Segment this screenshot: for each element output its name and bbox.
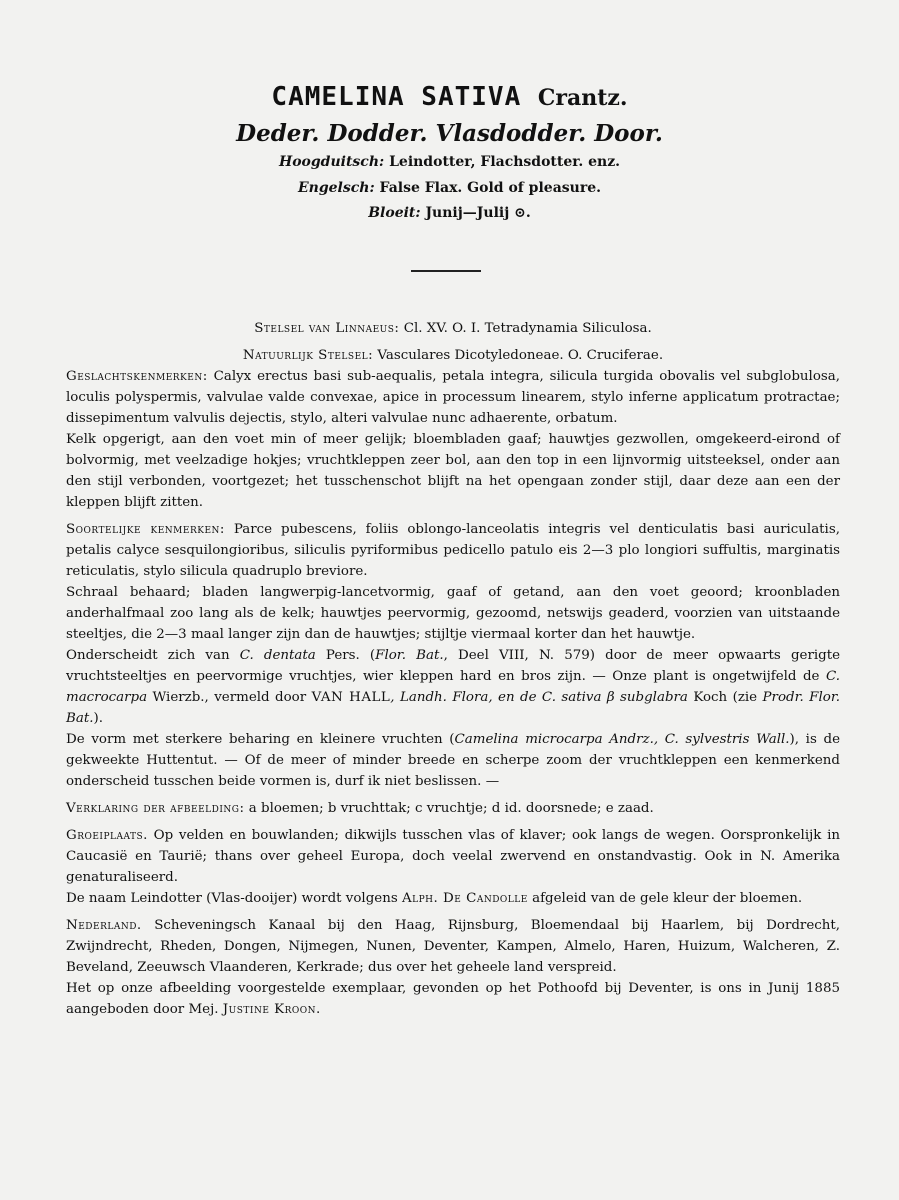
author-van-hall: VAN HALL [311,690,391,705]
form-text: ), is de gekweekte Huttentut. — Of de meer of minder breede en scherpe zoom der vruchtkleppen een kenmerkend onderscheid tusschen beide vormen is, durf ik niet beslissen. — [66,732,840,789]
form-paragraph [66,729,840,792]
species-name: CAMELINA SATIVA [271,82,522,112]
vernacular-names: Deder. Dodder. Vlasdodder. Door. [236,120,663,147]
figure-legend [66,798,840,819]
name-origin-text: afgeleid van de gele kleur der bloemen. [532,891,803,906]
distinction-text: ). [93,711,103,726]
habitat-label: Groeiplaats. [66,828,148,843]
donor-name: Justine Kroon. [222,1002,321,1017]
ref-prodr: Prodr. Flor. Bat. [66,690,841,726]
distinction-text: Wierzb., vermeld door [152,690,307,705]
species-latin: Parce pubescens, foliis oblongo-lanceolatis integris vel denticulatis basi auriculatis, petalis calyce sesquilongioribus, siliculis pyriformibus pedicello patulo eis 2—3 plo longiori suffultis, marginatis reticulatis, stylo silicula quadruplo breviore. [66,522,840,579]
ref-flor-bat: Flor. Bat. [375,648,444,663]
species-characters [66,519,840,582]
taxon-dentata: C. dentata [239,648,316,663]
name-origin-text: De naam Leindotter (Vlas-dooijer) wordt volgens [66,891,398,906]
english-label: Engelsch: [298,180,375,196]
distinction-paragraph [66,645,840,729]
english-names [0,180,899,196]
german-names [0,154,899,170]
netherlands-text: Scheveningsch Kanaal bij den Haag, Rijnsburg, Bloemendaal bij Haarlem, bij Dordrecht, Zwijndrecht, Rheden, Dongen, Nijmegen, Nunen, Deventer, Kampen, Almelo, Haren, Huizum, Walcheren, Z. Beveland, Zeeuwsch Vlaanderen, Kerkrade; dus over het geheele land verspreid. [66,918,841,975]
netherlands-label: Nederland. [66,918,142,933]
bloom-label: Bloeit: [368,205,421,221]
taxon-macrocarpa: C. macrocarpa [66,669,840,705]
natural-label: Natuurlijk Stelsel: [242,348,374,363]
distinction-text: Koch (zie [693,690,758,705]
habitat-text: Op velden en bouwlanden; dikwijls tusschen vlas of klaver; ook langs de wegen. Oorspronkelijk in Caucasië en Taurië; thans over geheel Europa, doch veelal zwervend en onstandvastig. Ook in N. Amerika genaturaliseerd. [66,828,840,885]
form-text: De vorm met sterkere beharing en kleinere vruchten ( [66,732,455,747]
figure-label: Verklaring der afbeelding: [66,801,245,816]
figure-text: a bloemen; b vruchttak; c vruchtje; d id. doorsnede; e zaad. [248,801,654,816]
netherlands-distribution [66,915,840,978]
species-label: Soortelijke kenmerken: [66,522,225,537]
divider-rule [411,270,481,272]
bloom-period [0,205,899,221]
species-author: Crantz. [537,85,628,111]
linnaeus-system [66,318,840,339]
distinction-text: Onderscheidt zich van [66,648,230,663]
genus-characters [66,366,840,429]
species-title [0,82,899,112]
german-label: Hoogduitsch: [278,154,385,170]
linnaeus-label: Stelsel van Linnaeus: [254,321,400,336]
german-text: Leindotter, Flachsdotter. enz. [389,154,621,170]
name-origin [66,888,840,909]
bloom-text: Junij—Julij ⊙. [425,205,531,221]
natural-text: Vasculares Dicotyledoneae. O. Cruciferae. [377,348,664,363]
distinction-text: Pers. ( [325,648,376,663]
ref-landh-flora: , Landh. Flora, en de C. sativa β subglabra [390,690,688,705]
taxon-microcarpa: Camelina microcarpa Andrz., C. sylvestris Wall. [454,732,790,747]
distinction-text: , Deel VIII, N. 579) door de meer opwaarts gerigte vruchtsteeltjes en peervormige vruchtjes, wier kleppen hard en bros zijn. — Onze plant is ongetwijfeld de [66,648,841,684]
genus-dutch: Kelk opgerigt, aan den voet min of meer gelijk; bloembladen gaaf; hauwtjes gezwollen, omgekeerd-eirond of bolvormig, met veelzadige hokjes; vruchtkleppen zeer bol, aan den top in een lijnvormig uitsteeksel, onder aan den stijl verbonden, voortgezet; het tusschenschot blijft na het opengaan zonder stijl, daar deze aan een der kleppen blijft zitten. [66,432,840,510]
linnaeus-text: Cl. XV. O. I. Tetradynamia Siliculosa. [403,321,652,336]
specimen-note [66,978,840,1020]
natural-system [66,345,840,366]
specimen-text: Het op onze afbeelding voorgestelde exemplaar, gevonden op het Pothoofd bij Deventer, is ons in Junij 1885 aangeboden door Mej. [66,981,840,1017]
body-text [66,318,840,1020]
english-text: False Flax. Gold of pleasure. [379,180,601,196]
genus-latin: Calyx erectus basi sub-aequalis, petala integra, silicula turgida obovalis vel subglobulosa, loculis polyspermis, valvulae valde convexae, apice in processum linearem, stylo inferne applicatum protractae; dissepimentum valvulis dejectis, stylo, alteri valvulae nunc adhaerente, orbatum. [66,369,840,426]
habitat [66,825,840,888]
genus-label: Geslachtskenmerken: [66,369,208,384]
author-candolle: Alph. De Candolle [401,891,528,906]
species-dutch: Schraal behaard; bladen langwerpig-lancetvormig, gaaf of getand, aan den voet geoord; kroonbladen anderhalfmaal zoo lang als de kelk; hauwtjes peervormig, gezoomd, netswijs geaderd, voorzien van uitstaande steeltjes, die 2—3 maal langer zijn dan de hauwtjes; stijltje viermaal korter dan het hauwtje. [66,585,840,642]
